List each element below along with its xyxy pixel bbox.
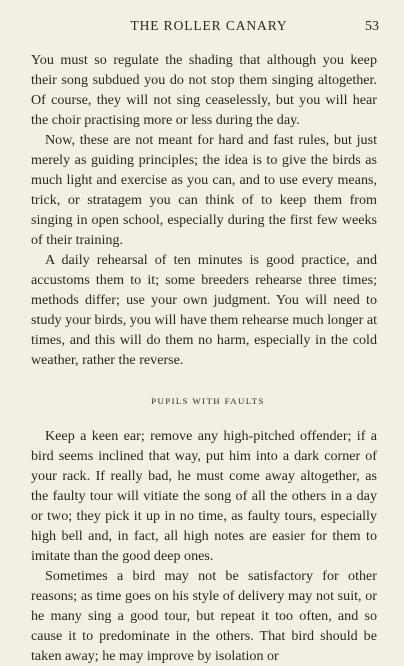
running-title: THE ROLLER CANARY [130,18,288,33]
paragraph: Now, these are not meant for hard and fast rules, but just merely as guiding principles; the idea is to give the birds as much light and exercise as you can, and to use every means, trick, or stratagem you can think of to keep them from singing in open school, especially during the first few weeks of their training. [31,132,377,248]
paragraph: Keep a keen ear; remove any high-pitched offender; if a bird seems inclined that way, put him into a dark corner of your rack. If really bad, he must come away altogether, as the faulty tour will vitiate the song of all the others in a day or two; they pick it up in no time, as faulty tours, especially high bell and, in fact, all high notes are easier for them to imitate than the good deep ones. [31,428,377,564]
paragraph: Sometimes a bird may not be satisfactory for other reasons; as time goes on his style of delivery may not suit, or he many sing a good tour, but repeat it too often, and so cause it to predominate in the others. That bird should be taken away; he may improve by isolation or [31,568,377,664]
page-number: 53 [365,19,379,34]
paragraph: A daily rehearsal of ten minutes is good practice, and accustoms them to it; some breeders rehearse three times; methods differ; use your own judgment. You will need to study your birds, you will have them rehearse much longer at times, and this will do them no harm, especially in the cold weather, rather the reverse. [31,252,377,368]
body-text [31,50,377,370]
section-body-text [31,426,377,666]
book-page [31,18,377,666]
paragraph: You must so regulate the shading that although you keep their song subdued you do not stop them singing altogether. Of course, they will not sing ceaselessly, but you will hear the choir practising more or less during the day. [31,52,377,128]
section-heading: PUPILS WITH FAULTS [151,396,265,406]
running-head [31,18,377,38]
